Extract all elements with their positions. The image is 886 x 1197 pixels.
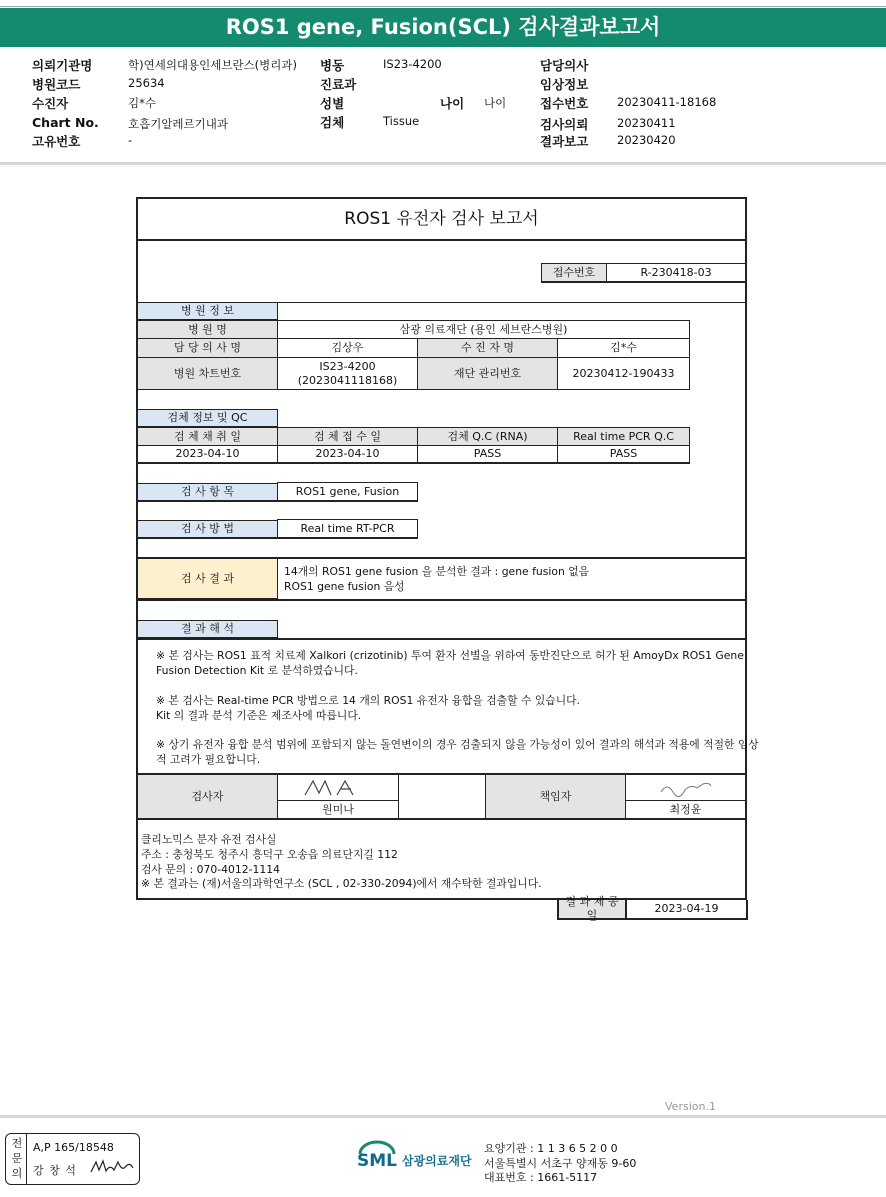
provided-date: 2023-04-19	[625, 900, 748, 920]
interpretation-label: 결 과 해 석	[137, 620, 278, 639]
mgmt-number-label: 재단 관리번호	[417, 357, 558, 390]
header-label: 병동	[320, 58, 345, 73]
lab-line: ※ 본 결과는 (재)서울의과학연구소 (SCL , 02-330-2094)에서 재수탁한 결과입니다.	[141, 877, 542, 890]
doctor-label: 담 당 의 사 명	[137, 338, 278, 358]
header-separator	[0, 166, 886, 167]
org-phone: 대표번호 : 1661-5117	[484, 1171, 598, 1184]
result-label: 검 사 결 과	[137, 558, 278, 600]
logo-text: SML	[357, 1151, 397, 1171]
sml-logo	[356, 1140, 398, 1178]
report-title: ROS1 유전자 검사 보고서	[136, 197, 747, 241]
patient-label: 수 진 자 명	[417, 338, 558, 358]
interpretation-line: ※ 본 검사는 Real-time PCR 방법으로 14 개의 ROS1 유전자 융합을 검출할 수 있습니다.	[156, 694, 580, 707]
chart-number	[277, 357, 418, 390]
header-label: 담당의사	[540, 58, 589, 73]
hospital-name-label: 병 원 명	[137, 320, 278, 339]
header-label: 나이	[440, 96, 465, 111]
header-label: 접수번호	[540, 96, 589, 111]
section-rule	[137, 599, 746, 601]
banner-edge	[0, 6, 886, 7]
header-value: Tissue	[383, 114, 420, 128]
section-rule	[137, 638, 746, 640]
doctor-name: 김상우	[277, 338, 418, 358]
receipt-value: R-230418-03	[606, 263, 746, 283]
interpretation-line: ※ 상기 유전자 융합 분석 범위에 포함되지 않는 돌연변이의 경우 검출되지 않을 가능성이 있어 결과의 해석과 적용에 적절한 임상	[156, 738, 759, 751]
header-value: IS23-4200	[383, 57, 442, 71]
header-value: 25634	[128, 76, 165, 90]
header-label: 검체	[320, 115, 345, 130]
test-method: Real time RT-PCR	[277, 519, 418, 539]
mgmt-number: 20230412-190433	[557, 357, 690, 390]
result-line: ROS1 gene fusion 음성	[284, 580, 405, 593]
header-value: 20230411-18168	[617, 95, 717, 109]
chart-number-label: 병원 차트번호	[137, 357, 278, 390]
receipt-label: 접수번호	[541, 263, 607, 283]
responsible-signature-image	[651, 778, 721, 798]
header-label: Chart No.	[32, 115, 99, 130]
stamp-char: 의	[11, 1167, 23, 1180]
tester-signature	[277, 774, 399, 801]
spec-value: PASS	[557, 445, 690, 464]
header-label: 결과보고	[540, 134, 589, 149]
spec-header: 검 체 채 취 일	[137, 427, 278, 446]
org-name: 삼광의료재단	[402, 1154, 472, 1168]
header-value: 나이	[484, 96, 507, 110]
patient-name: 김*수	[557, 338, 690, 358]
header-label: 임상정보	[540, 77, 589, 92]
header-separator	[0, 162, 886, 165]
test-item: ROS1 gene, Fusion	[277, 482, 418, 502]
test-item-label: 검 사 항 목	[137, 483, 278, 502]
footer-separator	[0, 1115, 886, 1118]
stamp-license: A,P 165/18548	[33, 1141, 114, 1154]
stamp-name: 강 창 석	[33, 1164, 77, 1177]
lab-line: 검사 문의 : 070-4012-1114	[141, 863, 281, 876]
header-label: 병원코드	[32, 77, 81, 92]
result-line: 14개의 ROS1 gene fusion 을 분석한 결과 : gene fusion 없음	[284, 565, 590, 578]
chart-number-line2: (2023041118168)	[297, 373, 398, 387]
header-value: 학)연세의대용인세브란스(병리과)	[128, 58, 297, 72]
provided-date-label: 결 과 제 공 일	[557, 900, 627, 920]
spec-header: 검 체 접 수 일	[277, 427, 418, 446]
header-label: 진료과	[320, 77, 357, 92]
header-value: 20230411	[617, 116, 676, 130]
tester-label: 검사자	[137, 774, 278, 820]
header-label: 성별	[320, 96, 345, 111]
header-label: 수진자	[32, 96, 69, 111]
interpretation-line: Fusion Detection Kit 로 분석하였습니다.	[156, 664, 358, 677]
header-value: 호흡기알레르기내과	[128, 117, 228, 131]
tester-name: 원미나	[277, 800, 399, 820]
spec-header: 검체 Q.C (RNA)	[417, 427, 558, 446]
org-address: 서울특별시 서초구 양재동 9-60	[484, 1157, 637, 1170]
header-label: 의뢰기관명	[32, 58, 93, 73]
version-label: Version.1	[665, 1100, 716, 1113]
hospital-section-label: 병 원 정 보	[137, 302, 278, 321]
stamp-divider	[26, 1134, 27, 1184]
responsible-signature	[625, 774, 746, 801]
header-value: 김*수	[128, 96, 156, 110]
stamp-vertical-label	[9, 1136, 25, 1181]
spec-header: Real time PCR Q.C	[557, 427, 690, 446]
stamp-signature-image	[88, 1156, 136, 1178]
interpretation-line: Kit 의 결과 분석 기준은 제조사에 따릅니다.	[156, 709, 362, 722]
blank-cell	[398, 774, 486, 820]
header-value: -	[128, 133, 133, 147]
tester-signature-image	[293, 777, 383, 799]
lab-line: 주소 : 충청북도 청주시 흥덕구 오송읍 의료단지길 112	[141, 848, 398, 861]
institution-code: 요양기관 : 1 1 3 6 5 2 0 0	[484, 1142, 618, 1155]
method-label: 검 사 방 법	[137, 520, 278, 539]
chart-number-line1: IS23-4200	[319, 359, 376, 373]
report-banner-title: ROS1 gene, Fusion(SCL) 검사결과보고서	[0, 8, 886, 47]
responsible-label: 책임자	[485, 774, 626, 820]
interpretation-line: 적 고려가 필요합니다.	[156, 753, 261, 766]
hospital-name: 삼광 의료재단 (용인 세브란스병원)	[277, 320, 690, 339]
specialist-stamp	[5, 1133, 140, 1185]
stamp-char: 문	[11, 1152, 23, 1165]
responsible-name: 최정윤	[625, 800, 746, 820]
header-label: 고유번호	[32, 134, 81, 149]
lab-line: 클리노믹스 분자 유전 검사실	[141, 833, 277, 846]
specimen-section-label: 검체 정보 및 QC	[137, 409, 278, 428]
interpretation-line: ※ 본 검사는 ROS1 표적 치료제 Xalkori (crizotinib) 투여 환자 선별을 위하여 동반진단으로 허가 된 AmoyDx ROS1 Gene	[156, 649, 744, 662]
spec-value: 2023-04-10	[137, 445, 278, 464]
header-label: 검사의뢰	[540, 117, 589, 132]
stamp-char: 전	[11, 1137, 23, 1150]
spec-value: PASS	[417, 445, 558, 464]
header-value: 20230420	[617, 133, 676, 147]
spec-value: 2023-04-10	[277, 445, 418, 464]
